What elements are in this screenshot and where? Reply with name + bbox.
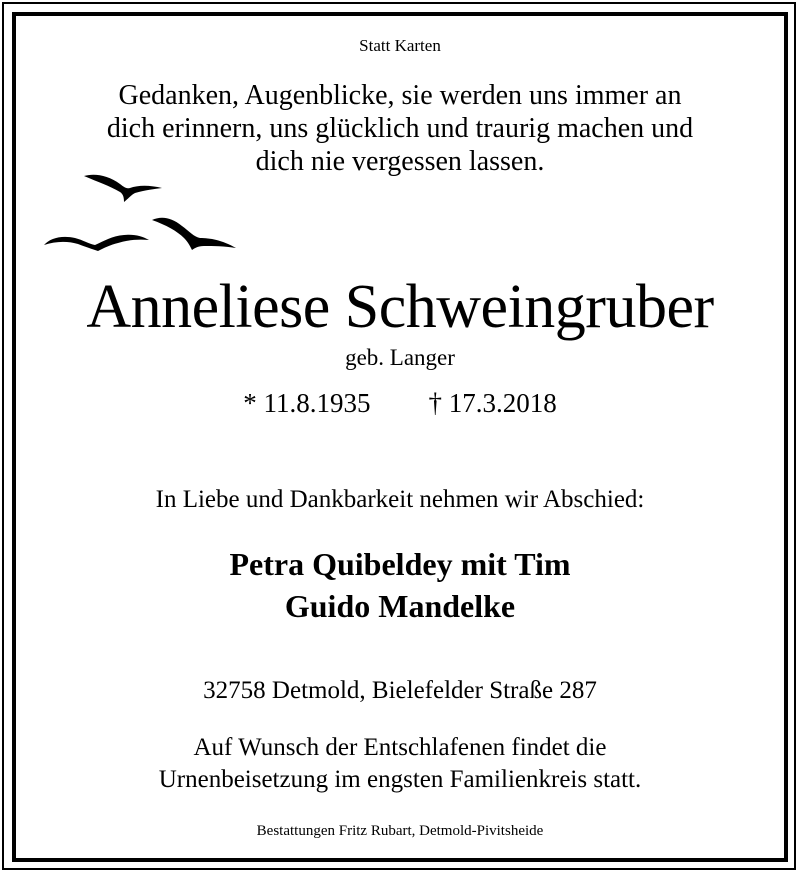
notice-line: Urnenbeisetzung im engsten Familienkreis statt.	[158, 766, 642, 793]
life-dates	[0, 388, 800, 419]
birth-name: geb. Langer	[345, 345, 455, 370]
bird-icon	[44, 235, 149, 251]
farewell-text: In Liebe und Dankbarkeit nehmen wir Abschied:	[155, 486, 645, 513]
mourner-name: Guido Mandelke	[284, 588, 516, 624]
poem-line: dich erinnern, uns glücklich und traurig machen und	[106, 113, 694, 144]
mourners-list	[0, 543, 800, 627]
deceased-name: Anneliese Schweingruber	[86, 273, 714, 341]
death-date: † 17.3.2018	[428, 388, 557, 418]
statt-karten-label: Statt Karten	[359, 36, 441, 55]
memorial-poem	[0, 79, 800, 178]
birth-date: * 11.8.1935	[243, 388, 371, 418]
flying-birds-icon	[38, 168, 258, 260]
notice-line: Auf Wunsch der Entschlafenen findet die	[193, 734, 607, 761]
poem-line: dich nie vergessen lassen.	[255, 146, 545, 177]
address-line: 32758 Detmold, Bielefelder Straße 287	[203, 677, 597, 704]
bird-icon	[152, 218, 236, 250]
mourner-name: Petra Quibeldey mit Tim	[229, 546, 571, 582]
undertaker-credit: Bestattungen Fritz Rubart, Detmold-Pivitsheide	[256, 823, 544, 839]
bird-icon	[84, 175, 162, 202]
poem-line: Gedanken, Augenblicke, sie werden uns immer an	[118, 80, 682, 111]
burial-notice	[0, 732, 800, 796]
